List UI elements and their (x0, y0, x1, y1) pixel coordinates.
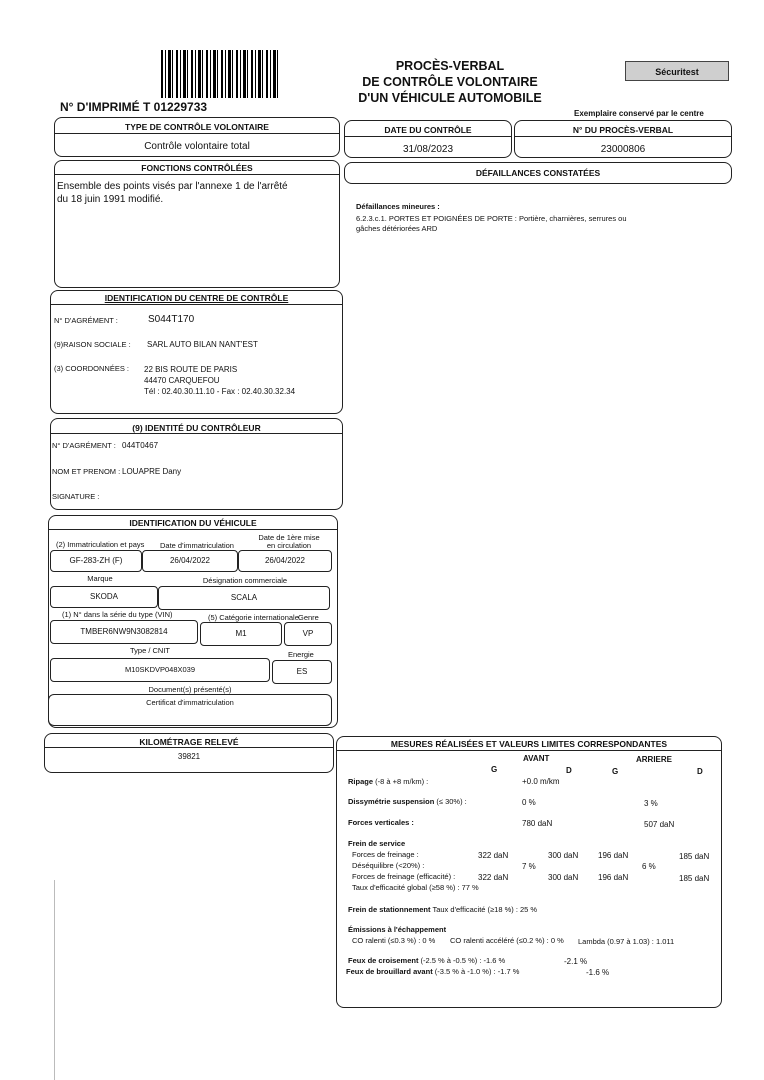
documents-label: Document(s) présenté(s) (148, 685, 232, 694)
defaillances-title: Défaillances mineures : (356, 202, 440, 211)
type-cnit-label: Type / CNIT (129, 646, 170, 655)
genre-label: Genre (298, 613, 319, 622)
ffe-avant-g: 322 daN (478, 873, 509, 882)
deseq-label: Déséquilibre (<20%) : (352, 861, 425, 870)
type-controle-label: TYPE DE CONTRÔLE VOLONTAIRE (125, 122, 269, 132)
forces-verticales-arriere: 507 daN (644, 820, 675, 829)
defaillance-line-2: gâches détériorées ARD (356, 224, 438, 233)
ff-avant-d: 300 daN (548, 851, 579, 860)
energie-label: Energie (288, 650, 314, 659)
taux-global: Taux d'efficacité global (≥58 %) : 77 % (352, 883, 479, 892)
frein-service-label: Frein de service (348, 839, 406, 848)
date-immat-label: Date d'immatriculation (160, 541, 234, 550)
brouillard-row (346, 967, 519, 976)
controleur-agrement-value: 044T0467 (122, 441, 159, 450)
ffe-avant-d: 300 daN (548, 873, 579, 882)
date-controle-label: DATE DU CONTRÔLE (384, 125, 472, 135)
brouillard-value: (-3.5 % à -1.0 %) : -1.7 % (434, 967, 520, 976)
controleur-agrement-label: N° D'AGRÉMENT : (52, 441, 116, 450)
documents-value: Certificat d'immatriculation (146, 698, 234, 707)
avant-g-header: G (491, 765, 498, 774)
centre-agrement-label: N° D'AGRÉMENT : (54, 316, 118, 325)
scan-edge-line (54, 880, 55, 1080)
co-accelere: CO ralenti accéléré (≤0.2 %) : 0 % (450, 936, 564, 945)
brouillard-d: -1.6 % (586, 968, 610, 977)
fonctions-line-1: Ensemble des points visés par l'annexe 1 de l'arrêté (57, 181, 288, 192)
emissions-label: Émissions à l'échappement (348, 925, 447, 934)
exemplaire-note: Exemplaire conservé par le centre (574, 109, 704, 118)
centre-coord-label: (3) COORDONNÉES : (54, 364, 130, 373)
ripage-value: +0.0 m/km (522, 777, 560, 786)
genre-value: VP (284, 622, 332, 646)
title-line-2: DE CONTRÔLE VOLONTAIRE (362, 75, 538, 89)
vin-label: (1) N° dans la série du type (VIN) (62, 610, 173, 619)
stationnement-row (348, 905, 537, 914)
defaillances-text (356, 214, 627, 234)
deseq-arriere: 6 % (642, 862, 656, 871)
dissym-label: Dissymétrie suspension (348, 797, 435, 806)
arriere-header: ARRIERE (636, 755, 673, 764)
energie-value: ES (272, 660, 332, 684)
dissym-limit: (≤ 30%) : (436, 797, 467, 806)
type-cnit-value: M10SKDVP048X039 (50, 658, 270, 682)
forces-verticales-avant: 780 daN (522, 819, 553, 828)
vin-value: TMBER6NW9N3082814 (50, 620, 198, 644)
type-controle-value: Contrôle volontaire total (144, 141, 250, 152)
ff-arriere-g: 196 daN (598, 851, 629, 860)
mesures-label: MESURES RÉALISÉES ET VALEURS LIMITES CORRESPONDANTES (390, 739, 668, 749)
dissym-row (348, 797, 467, 806)
lambda: Lambda (0.97 à 1.03) : 1.011 (578, 937, 675, 946)
forces-freinage-label: Forces de freinage : (352, 850, 419, 859)
defaillance-line-1: 6.2.3.c.1. PORTES ET POIGNÉES DE PORTE : Portière, charnières, serrures ou (356, 214, 627, 223)
co-ralenti: CO ralenti (≤0.3 %) : 0 % (352, 936, 436, 945)
centre-address-line-1: 22 BIS ROUTE DE PARIS (144, 365, 238, 374)
imprime-number: N° D'IMPRIMÉ T 01229733 (60, 100, 208, 114)
barcode (161, 50, 281, 98)
immat-label: (2) Immatriculation et pays (56, 540, 145, 549)
fonctions-text (57, 180, 288, 206)
centre-raison-value: SARL AUTO BILAN NANT'EST (147, 340, 258, 349)
date-mise-value: 26/04/2022 (238, 550, 332, 572)
avant-header: AVANT (523, 754, 550, 763)
signature-label: SIGNATURE : (52, 492, 100, 501)
title-line-3: D'UN VÉHICULE AUTOMOBILE (358, 91, 542, 105)
pv-value: 23000806 (600, 144, 646, 155)
designation-value: SCALA (158, 586, 330, 610)
stationnement-value: Taux d'efficacité (≥18 %) : 25 % (432, 905, 538, 914)
ripage-row (348, 777, 428, 786)
ffe-arriere-d: 185 daN (679, 874, 710, 883)
immat-value: GF-283-ZH (F) (50, 550, 142, 572)
centre-address (144, 364, 295, 397)
date-mise-label-2: en circulation (266, 541, 312, 550)
ff-avant-g: 322 daN (478, 851, 509, 860)
dissym-arriere: 3 % (644, 799, 658, 808)
ripage-limit: (-8 à +8 m/km) : (375, 777, 429, 786)
arriere-g-header: G (612, 767, 619, 776)
ripage-label: Ripage (348, 777, 374, 786)
centre-raison-label: (9)RAISON SOCIALE : (54, 340, 131, 349)
controleur-nom-value: LOUAPRE Dany (122, 467, 182, 476)
croisement-row (348, 956, 505, 965)
stationnement-label: Frein de stationnement (348, 905, 431, 914)
title-line-1: PROCÈS-VERBAL (395, 59, 505, 73)
ff-arriere-d: 185 daN (679, 852, 710, 861)
fonctions-line-2: du 18 juin 1991 modifié. (57, 194, 164, 205)
avant-d-header: D (566, 766, 572, 775)
forces-verticales-label: Forces verticales : (348, 818, 414, 827)
vehicule-label: IDENTIFICATION DU VÉHICULE (129, 518, 257, 528)
croisement-d: -2.1 % (564, 957, 588, 966)
controleur-label: (9) IDENTITÉ DU CONTRÔLEUR (132, 423, 261, 433)
marque-value: SKODA (50, 586, 158, 608)
fonctions-label: FONCTIONS CONTRÔLÉES (141, 163, 253, 173)
centre-address-line-2: 44470 CARQUEFOU (144, 376, 220, 385)
defaillances-label: DÉFAILLANCES CONSTATÉES (475, 168, 601, 178)
arriere-d-header: D (697, 767, 703, 776)
ff-efficacite-label: Forces de freinage (efficacité) : (352, 872, 456, 881)
centre-agrement-value: S044T170 (148, 314, 195, 325)
pv-label: N° DU PROCÈS-VERBAL (572, 125, 674, 135)
categorie-value: M1 (200, 622, 282, 646)
centre-phone-fax: Tél : 02.40.30.11.10 - Fax : 02.40.30.32.34 (144, 387, 296, 396)
categorie-label: (5) Catégorie internationale (208, 613, 299, 622)
marque-label: Marque (87, 574, 113, 583)
kilometrage-label: KILOMÉTRAGE RELEVÉ (139, 737, 239, 747)
date-controle-value: 31/08/2023 (402, 144, 454, 155)
ffe-arriere-g: 196 daN (598, 873, 629, 882)
dissym-avant: 0 % (522, 798, 536, 807)
kilometrage-value: 39821 (177, 752, 201, 761)
brand-badge: Sécuritest (625, 61, 729, 81)
page-title (340, 58, 560, 106)
date-immat-value: 26/04/2022 (142, 550, 238, 572)
designation-label: Désignation commerciale (202, 576, 288, 585)
centre-label: IDENTIFICATION DU CENTRE DE CONTRÔLE (104, 293, 289, 303)
brouillard-label: Feux de brouillard avant (346, 967, 433, 976)
date-mise-label-1: Date de 1ère mise (258, 533, 320, 542)
croisement-label: Feux de croisement (348, 956, 419, 965)
date-mise-label (240, 534, 338, 550)
croisement-value: (-2.5 % à -0.5 %) : -1.6 % (420, 956, 506, 965)
controleur-nom-label: NOM ET PRENOM : (52, 467, 121, 476)
deseq-avant: 7 % (522, 862, 536, 871)
